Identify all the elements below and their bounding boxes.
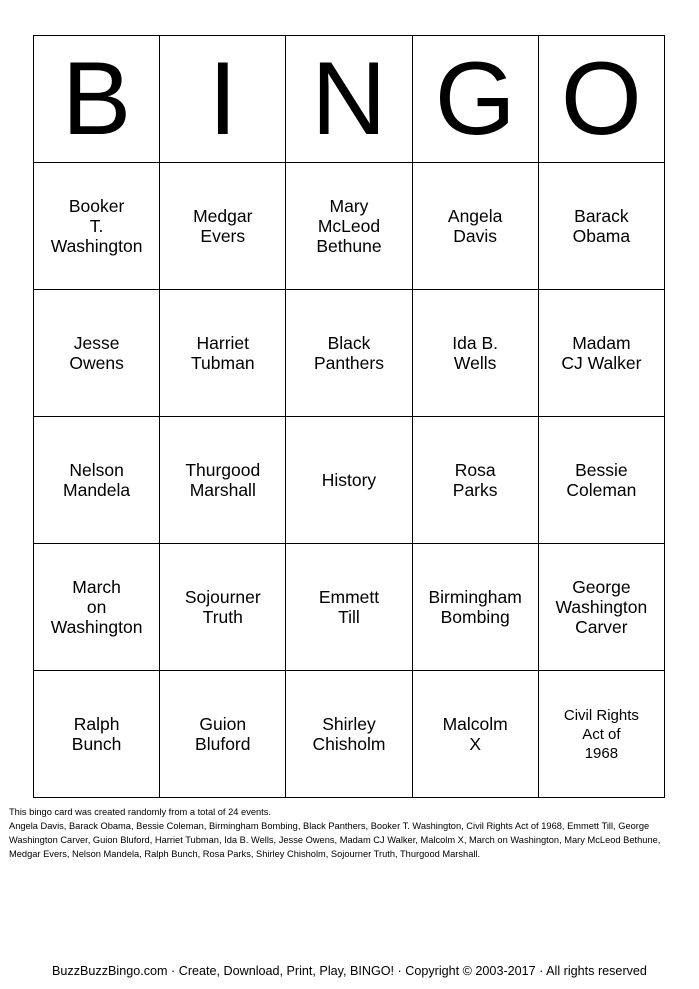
bingo-cell bbox=[286, 163, 412, 290]
card-notes bbox=[9, 805, 693, 861]
bingo-cell bbox=[160, 290, 286, 417]
bingo-cell bbox=[412, 163, 538, 290]
bingo-cell bbox=[538, 671, 664, 798]
bingo-cell bbox=[412, 671, 538, 798]
cell-text: Ida B. Wells bbox=[452, 333, 499, 373]
bingo-cell bbox=[34, 544, 160, 671]
bingo-cell bbox=[160, 671, 286, 798]
cell-text: History bbox=[321, 470, 377, 490]
header-cell-o bbox=[538, 36, 664, 163]
cell-text: Malcolm X bbox=[442, 714, 508, 754]
bingo-cell bbox=[412, 290, 538, 417]
cell-text: Booker T. Washington bbox=[50, 196, 143, 256]
bingo-cell bbox=[34, 290, 160, 417]
bingo-cell bbox=[34, 671, 160, 798]
cell-text: Ralph Bunch bbox=[71, 714, 122, 754]
bingo-cell bbox=[538, 163, 664, 290]
bingo-cell bbox=[160, 417, 286, 544]
header-letter: O bbox=[560, 41, 642, 157]
notes-event-list: Angela Davis, Barack Obama, Bessie Coleman, Birmingham Bombing, Black Panthers, Booker T. Washington, Civil Rights Act of 1968, Emmett Till, George Washington Carver, Guion Bluford, Harriet Tubman, Ida B. Wells, Jesse Owens, Madam CJ Walker, Malcolm X, March on Washington, Mary McLeod Bethune, Medgar Evers, Nelson Mandela, Ralph Bunch, Rosa Parks, Shirley Chisholm, Sojourner Truth, Thurgood Marshall. bbox=[9, 821, 661, 859]
cell-text: Mary McLeod Bethune bbox=[316, 196, 382, 256]
cell-text: Rosa Parks bbox=[452, 460, 498, 500]
cell-text: Black Panthers bbox=[313, 333, 384, 373]
bingo-row bbox=[34, 417, 665, 544]
bingo-cell bbox=[160, 544, 286, 671]
header-letter: I bbox=[208, 41, 238, 157]
header-letter: G bbox=[434, 41, 516, 157]
cell-text: Sojourner Truth bbox=[184, 587, 261, 627]
cell-text: Barack Obama bbox=[572, 206, 631, 246]
cell-text: March on Washington bbox=[50, 577, 143, 637]
bingo-cell bbox=[538, 544, 664, 671]
bingo-cell bbox=[412, 417, 538, 544]
bingo-cell bbox=[34, 417, 160, 544]
cell-text: Angela Davis bbox=[447, 206, 503, 246]
cell-text: Harriet Tubman bbox=[191, 333, 255, 373]
bingo-cell bbox=[34, 163, 160, 290]
cell-text: Guion Bluford bbox=[195, 714, 251, 754]
cell-text: Civil Rights Act of 1968 bbox=[563, 706, 639, 762]
bingo-cell bbox=[538, 417, 664, 544]
cell-text: Medgar Evers bbox=[193, 206, 253, 246]
cell-text: George Washington Carver bbox=[555, 577, 648, 637]
bingo-cell bbox=[286, 671, 412, 798]
cell-text: Bessie Coleman bbox=[566, 460, 637, 500]
site-footer: BuzzBuzzBingo.com · Create, Download, Print, Play, BINGO! · Copyright © 2003-2017 · All rights reserved bbox=[52, 964, 647, 978]
bingo-cell bbox=[286, 544, 412, 671]
bingo-row bbox=[34, 290, 665, 417]
bingo-row bbox=[34, 544, 665, 671]
cell-text: Shirley Chisholm bbox=[312, 714, 386, 754]
bingo-row bbox=[34, 671, 665, 798]
header-cell-i bbox=[160, 36, 286, 163]
bingo-cell bbox=[286, 290, 412, 417]
cell-text: Jesse Owens bbox=[69, 333, 124, 373]
bingo-cell-center bbox=[286, 417, 412, 544]
cell-text: Birmingham Bombing bbox=[428, 587, 522, 627]
cell-text: Madam CJ Walker bbox=[561, 333, 642, 373]
header-letter: N bbox=[311, 41, 387, 157]
bingo-card bbox=[33, 35, 665, 798]
cell-text: Emmett Till bbox=[318, 587, 380, 627]
header-cell-g bbox=[412, 36, 538, 163]
header-cell-b bbox=[34, 36, 160, 163]
bingo-cell bbox=[160, 163, 286, 290]
header-letter: B bbox=[61, 41, 132, 157]
bingo-row bbox=[34, 163, 665, 290]
bingo-header-row bbox=[34, 36, 665, 163]
notes-intro: This bingo card was created randomly from a total of 24 events. bbox=[9, 807, 271, 817]
bingo-cell bbox=[538, 290, 664, 417]
cell-text: Thurgood Marshall bbox=[185, 460, 261, 500]
header-cell-n bbox=[286, 36, 412, 163]
bingo-cell bbox=[412, 544, 538, 671]
cell-text: Nelson Mandela bbox=[63, 460, 131, 500]
